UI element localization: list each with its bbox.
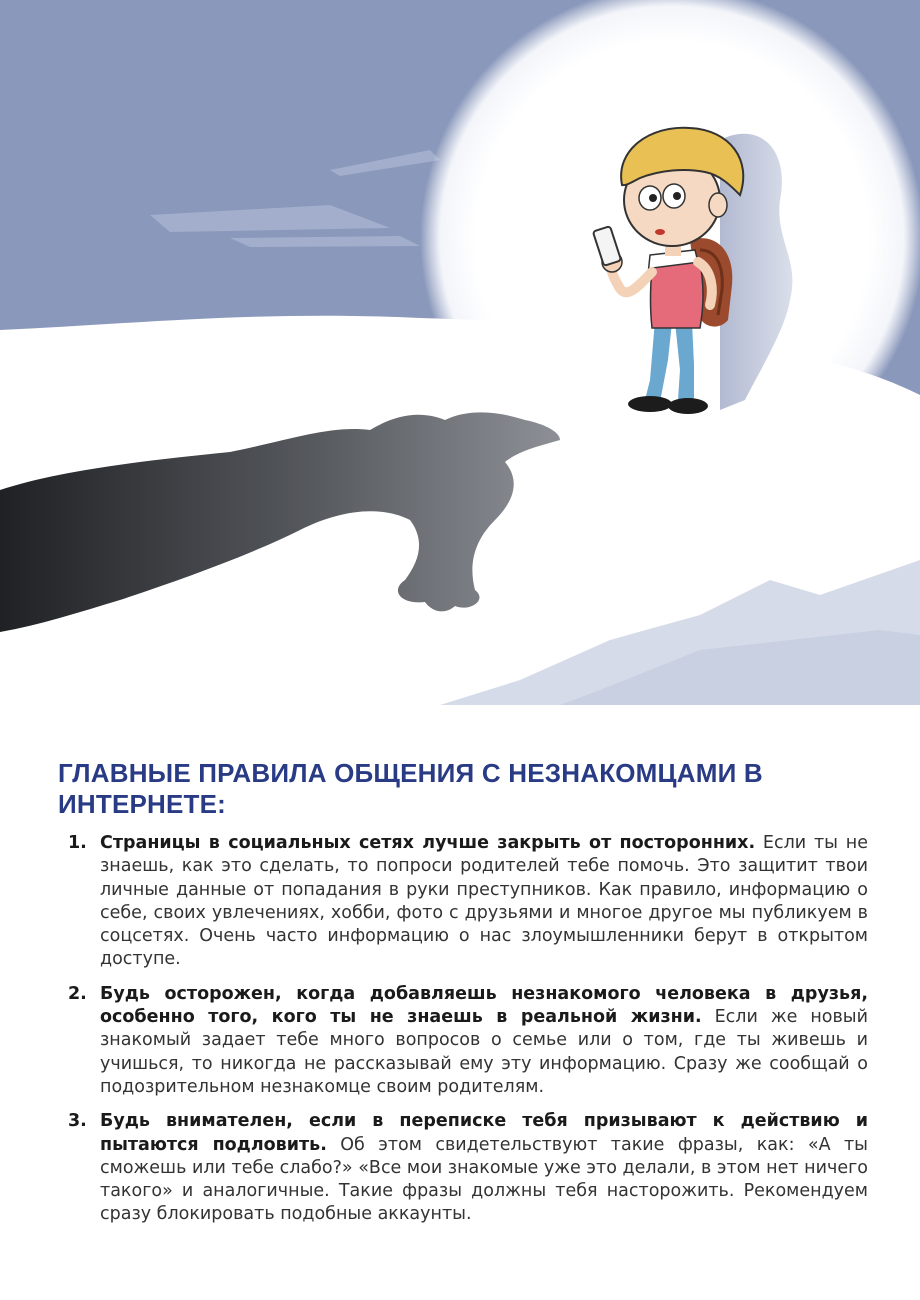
rule-item-2 <box>68 983 868 1099</box>
rule-item-3 <box>68 1110 868 1226</box>
rule-text <box>100 1110 868 1226</box>
rule-text <box>100 832 868 972</box>
rule-number: 2. <box>68 983 87 1004</box>
rule-body: Об этом свидетельствуют такие фразы, как: «А ты сможешь или тебе слабо?» «Все мои знакомые уже это делали, в этом нет ничего такого» и аналогичные. Такие фразы должны тебя насторожить. Рекомендуем сразу блокировать подобные аккаунты. <box>100 1134 868 1225</box>
rule-text <box>100 983 868 1099</box>
rule-body: Если же новый знакомый задает тебе много вопросов о семье или о том, где ты живешь и учишься, то никогда не рассказывай ему эту информацию. Сразу же сообщай о подозрительном незнакомце своим родителям. <box>100 1007 868 1097</box>
rule-emphasis: Будь внимателен, если в переписке тебя призывают к действию и пытаются подловить. <box>100 1111 868 1155</box>
rule-body: Если ты не знаешь, как это сделать, то попроси родителей тебе помочь. Это защитит твои личные данные от попадания в руки преступников. Как правило, информацию о себе, своих увлечениях, хобби, фото с друзьями и многое другое мы публикуем в соцсетях. Очень часто информацию о нас злоумышленники берут в открытом доступе. <box>100 833 868 970</box>
page-heading: ГЛАВНЫЕ ПРАВИЛА ОБЩЕНИЯ С НЕЗНАКОМЦАМИ В ИНТЕРНЕТЕ: <box>58 758 763 819</box>
rule-number: 3. <box>68 1111 87 1132</box>
rules-section <box>58 758 868 1238</box>
rule-emphasis: Страницы в социальных сетях лучше закрыть от посторонних. <box>100 833 756 853</box>
rule-item-1 <box>68 832 868 972</box>
rules-list <box>58 832 868 1227</box>
rule-number: 1. <box>68 833 87 853</box>
rule-emphasis: Будь осторожен, когда добавляешь незнакомого человека в друзья, особенно того, кого ты не знаешь в реальной жизни. <box>100 983 868 1028</box>
